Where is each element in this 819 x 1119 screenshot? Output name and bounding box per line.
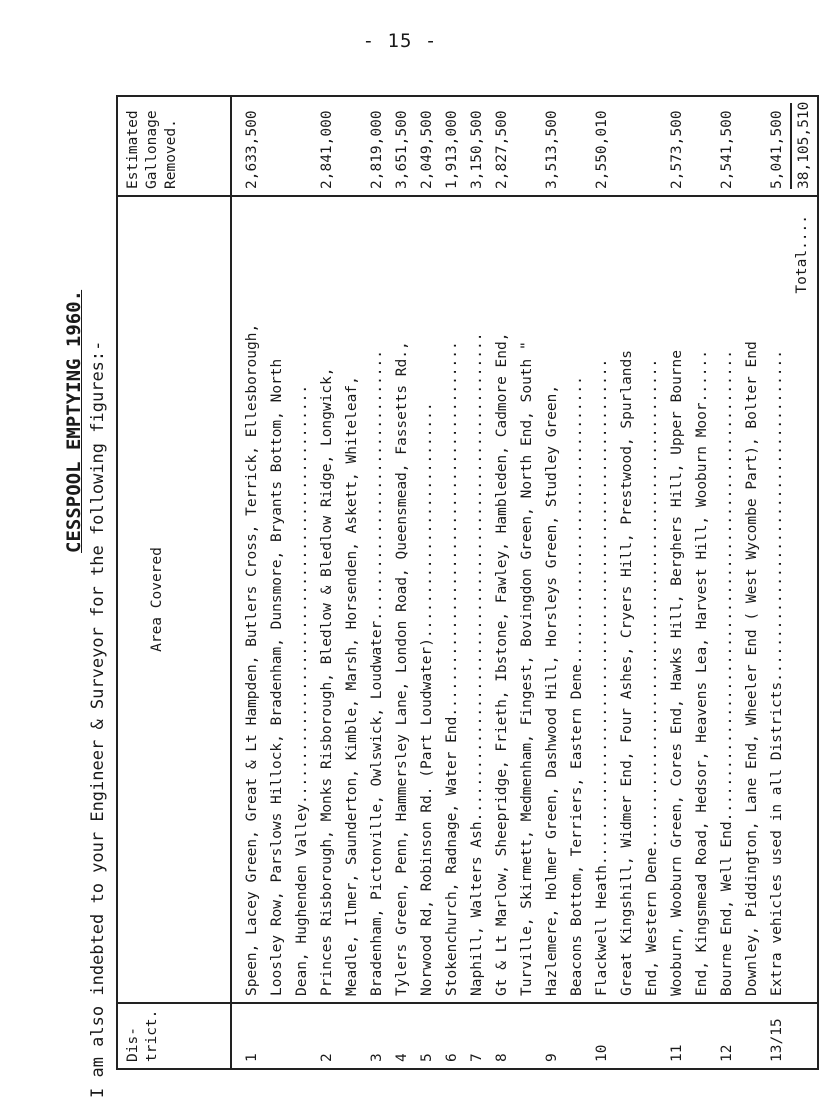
area-line: Wooburn, Wooburn Green, Cores End, Hawks Hill, Berghers Hill, Upper Bourne bbox=[669, 349, 685, 996]
district-number: 13/15 bbox=[769, 1018, 785, 1062]
district-number: 1 bbox=[244, 1053, 260, 1062]
rotated-page-content bbox=[63, 95, 812, 1098]
intro-text: I am also indebted to your Engineer & Surveyor for the following figures:- bbox=[88, 340, 108, 1098]
spacer bbox=[690, 1010, 715, 1062]
gallonage-column bbox=[231, 96, 818, 196]
spacer bbox=[615, 103, 640, 189]
district-number: 10 bbox=[594, 1044, 610, 1062]
gallonage-value: 2,841,000 bbox=[319, 110, 335, 189]
header-gallonage: Estimated Gallonage Removed. bbox=[117, 96, 231, 196]
spacer bbox=[565, 103, 590, 189]
spacer bbox=[690, 103, 715, 189]
area-line: Dean, Hughenden Valley................................................ bbox=[294, 384, 310, 996]
gallonage-value: 3,150,500 bbox=[469, 110, 485, 189]
district-number: 9 bbox=[544, 1053, 560, 1062]
area-line: Beacons Bottom, Terriers, Eastern Dene................................. bbox=[569, 376, 585, 996]
district-number: 12 bbox=[719, 1044, 735, 1062]
area-line: Downley, Piddington, Lane End, Wheeler End ( West Wycombe Part), Bolter End bbox=[744, 341, 760, 996]
spacer bbox=[615, 1010, 640, 1062]
spacer bbox=[740, 1010, 765, 1062]
district-number: 5 bbox=[419, 1053, 435, 1062]
area-line: Bradenham, Pictonville, Owlswick, Loudwater............................... bbox=[369, 349, 385, 996]
table-header-row bbox=[117, 96, 231, 1069]
area-line: Meadle, Ilmer, Saunderton, Kimble, Marsh, Horsenden, Askett, Whiteleaf, bbox=[344, 376, 360, 996]
header-area: Area Covered bbox=[117, 196, 231, 1003]
page-title: CESSPOOL EMPTYING 1960. bbox=[63, 289, 85, 553]
gallonage-value: 2,633,500 bbox=[244, 110, 260, 189]
area-line: Naphill, Walters Ash........................................................ bbox=[469, 332, 485, 996]
area-line: Hazlemere, Holmer Green, Dashwood Hill, Horsleys Green, Studley Green, bbox=[544, 384, 560, 996]
district-number: 2 bbox=[319, 1053, 335, 1062]
spacer bbox=[515, 103, 540, 189]
area-line: Bourne End, Well End...................................................... bbox=[719, 349, 735, 996]
gallonage-value: 3,513,500 bbox=[544, 110, 560, 189]
total-value: 38,105,510 bbox=[790, 103, 817, 189]
district-number: 7 bbox=[469, 1053, 485, 1062]
spacer bbox=[290, 1010, 315, 1062]
gallonage-value: 1,913,000 bbox=[444, 110, 460, 189]
gallonage-value: 2,819,000 bbox=[369, 110, 385, 189]
area-line: Norwood Rd, Robinson Rd. (Part Loudwater)........................... bbox=[419, 402, 435, 996]
district-column bbox=[231, 1003, 818, 1069]
spacer bbox=[340, 103, 365, 189]
district-number: 8 bbox=[494, 1053, 510, 1062]
district-number: 4 bbox=[394, 1053, 410, 1062]
area-line: Tylers Green, Penn, Hammersley Lane, London Road, Queensmead, Fassetts Rd., bbox=[394, 341, 410, 996]
spacer bbox=[340, 1010, 365, 1062]
gallonage-value: 2,827,500 bbox=[494, 110, 510, 189]
area-line: Extra vehicles used in all Districts...................................... bbox=[769, 349, 785, 996]
header-district: Dis- trict. bbox=[117, 1003, 231, 1069]
area-line: End, Kingsmead Road, Hedsor, Heavens Lea, Harvest Hill, Wooburn Moor...... bbox=[694, 349, 710, 996]
area-line: Flackwell Heath.......................................................... bbox=[594, 358, 610, 996]
spacer bbox=[640, 103, 665, 189]
area-line: Gt & Lt Marlow, Sheepridge, Frieth, Ibstone, Fawley, Hambleden, Cadmore End, bbox=[494, 332, 510, 996]
gallonage-value: 2,541,500 bbox=[719, 110, 735, 189]
gallonage-value: 2,049,500 bbox=[419, 110, 435, 189]
spacer bbox=[565, 1010, 590, 1062]
district-number: 6 bbox=[444, 1053, 460, 1062]
district-number: 3 bbox=[369, 1053, 385, 1062]
area-column bbox=[231, 196, 818, 1003]
spacer bbox=[640, 1010, 665, 1062]
area-line: End, Western Dene........................................................ bbox=[644, 358, 660, 996]
area-line: Princes Risborough, Monks Risborough, Bledlow & Bledlow Ridge, Longwick, bbox=[319, 367, 335, 996]
area-line: Great Kingshill, Widmer End, Four Ashes, Cryers Hill, Prestwood, Spurlands bbox=[619, 349, 635, 996]
spacer bbox=[740, 103, 765, 189]
spacer bbox=[290, 103, 315, 189]
spacer bbox=[515, 1010, 540, 1062]
gallonage-value: 5,041,500 bbox=[769, 110, 785, 189]
area-line: Turville, Skirmett, Medmenham, Fingest, Bovingdon Green, North End, South " bbox=[519, 341, 535, 996]
total-label: Total.... bbox=[794, 215, 810, 294]
district-number: 11 bbox=[669, 1044, 685, 1062]
table-body-row bbox=[231, 96, 818, 1069]
page-number: - 15 - bbox=[362, 30, 438, 52]
area-line: Stokenchurch, Radnage, Water End........................................... bbox=[444, 341, 460, 996]
area-line: Loosley Row, Parslows Hillock, Bradenham, Dunsmore, Bryants Bottom, North bbox=[269, 358, 285, 996]
spacer bbox=[265, 1010, 290, 1062]
area-line: Speen, Lacey Green, Great & Lt Hampden, Butlers Cross, Terrick, Ellesborough, bbox=[244, 323, 260, 996]
gallonage-value: 2,550,010 bbox=[594, 110, 610, 189]
spacer bbox=[265, 103, 290, 189]
cesspool-table bbox=[116, 95, 819, 1070]
gallonage-value: 3,651,500 bbox=[394, 110, 410, 189]
gallonage-value: 2,573,500 bbox=[669, 110, 685, 189]
